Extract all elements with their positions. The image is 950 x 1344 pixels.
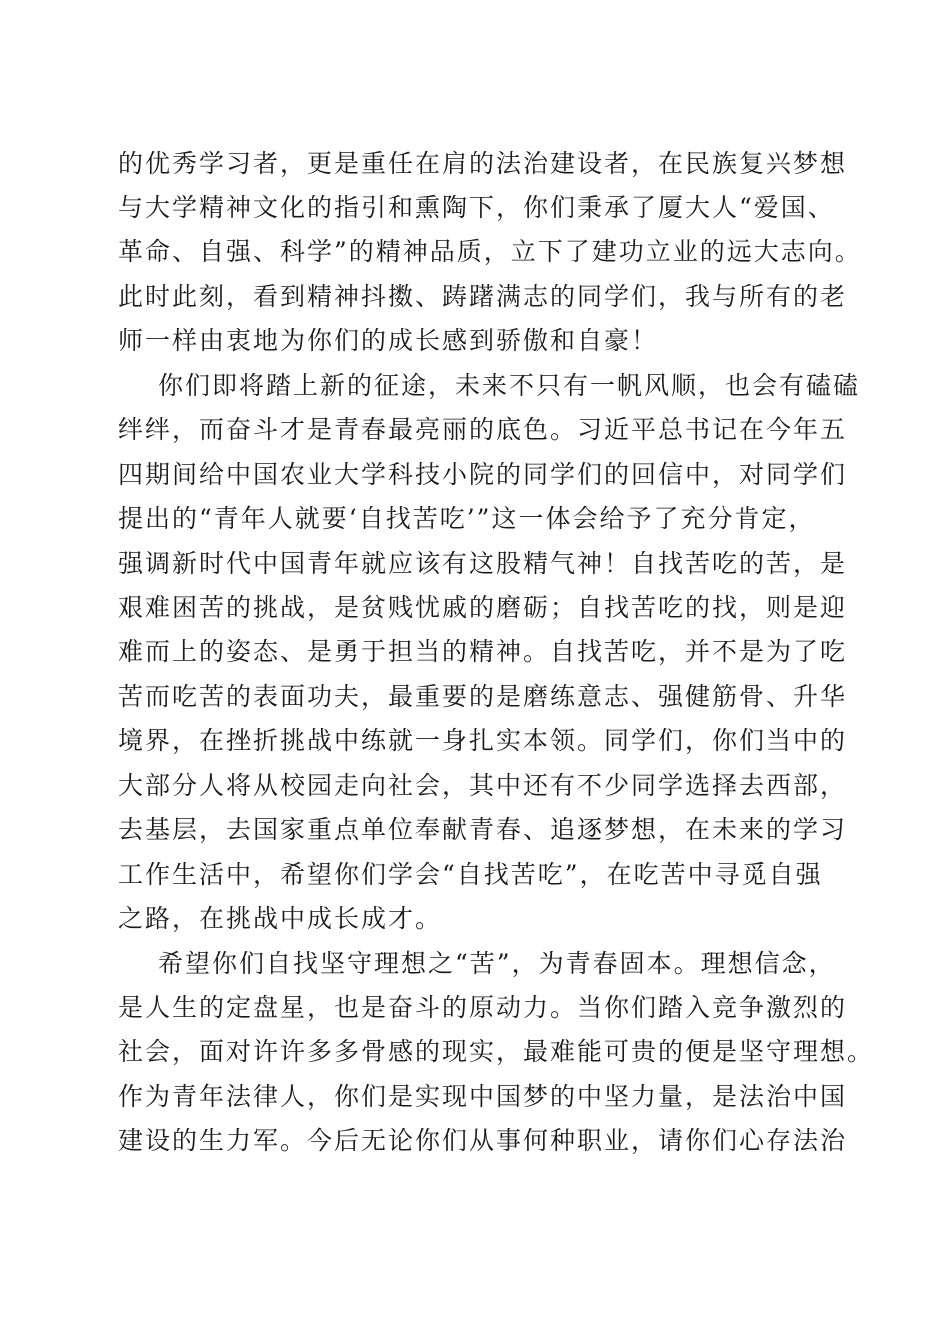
text-line: 去基层，去国家重点单位奉献青春、追逐梦想，在未来的学习 bbox=[118, 815, 848, 844]
text-line: 大部分人将从校园走向社会，其中还有不少同学选择去西部， bbox=[118, 771, 848, 800]
text-line: 强调新时代中国青年就应该有这股精气神！自找苦吃的苦，是 bbox=[118, 549, 848, 578]
text-line: 苦而吃苦的表面功夫，最重要的是磨练意志、强健筋骨、升华 bbox=[118, 682, 848, 711]
text-line: 与大学精神文化的指引和熏陶下，你们秉承了厦大人“爱国、 bbox=[118, 193, 835, 222]
text-line: 是人生的定盘星，也是奋斗的原动力。当你们踏入竞争激烈的 bbox=[118, 993, 848, 1022]
text-line: 革命、自强、科学”的精神品质，立下了建功立业的远大志向。 bbox=[118, 237, 862, 266]
text-line: 社会，面对许许多多骨感的现实，最难能可贵的便是坚守理想。 bbox=[118, 1037, 875, 1066]
text-line: 难而上的姿态、是勇于担当的精神。自找苦吃，并不是为了吃 bbox=[118, 637, 848, 666]
text-line: 艰难困苦的挑战，是贫贱忧戚的磨砺；自找苦吃的找，则是迎 bbox=[118, 593, 848, 622]
text-line: 工作生活中，希望你们学会“自找苦吃”，在吃苦中寻觅自强 bbox=[118, 860, 823, 889]
text-line: 师一样由衷地为你们的成长感到骄傲和自豪！ bbox=[118, 326, 659, 355]
text-line: 作为青年法律人，你们是实现中国梦的中坚力量，是法治中国 bbox=[118, 1082, 848, 1111]
text-line: 希望你们自找坚守理想之“苦”，为青春固本。理想信念， bbox=[158, 949, 836, 978]
text-line: 的优秀学习者，更是重任在肩的法治建设者，在民族复兴梦想 bbox=[118, 149, 848, 178]
text-line: 境界，在挫折挑战中练就一身扎实本领。同学们，你们当中的 bbox=[118, 726, 848, 755]
text-line: 四期间给中国农业大学科技小院的同学们的回信中，对同学们 bbox=[118, 460, 848, 489]
text-line: 之路，在挑战中成长成才。 bbox=[118, 904, 443, 933]
text-line: 你们即将踏上新的征途，未来不只有一帆风顺，也会有磕磕 bbox=[158, 371, 861, 400]
text-line: 此时此刻，看到精神抖擞、踌躇满志的同学们，我与所有的老 bbox=[118, 282, 848, 311]
text-line: 提出的“青年人就要‘自找苦吃’”这一体会给予了充分肯定， bbox=[118, 504, 816, 533]
text-line: 建设的生力军。今后无论你们从事何种职业，请你们心存法治 bbox=[118, 1126, 848, 1155]
text-line: 绊绊，而奋斗才是青春最亮丽的底色。习近平总书记在今年五 bbox=[118, 415, 848, 444]
